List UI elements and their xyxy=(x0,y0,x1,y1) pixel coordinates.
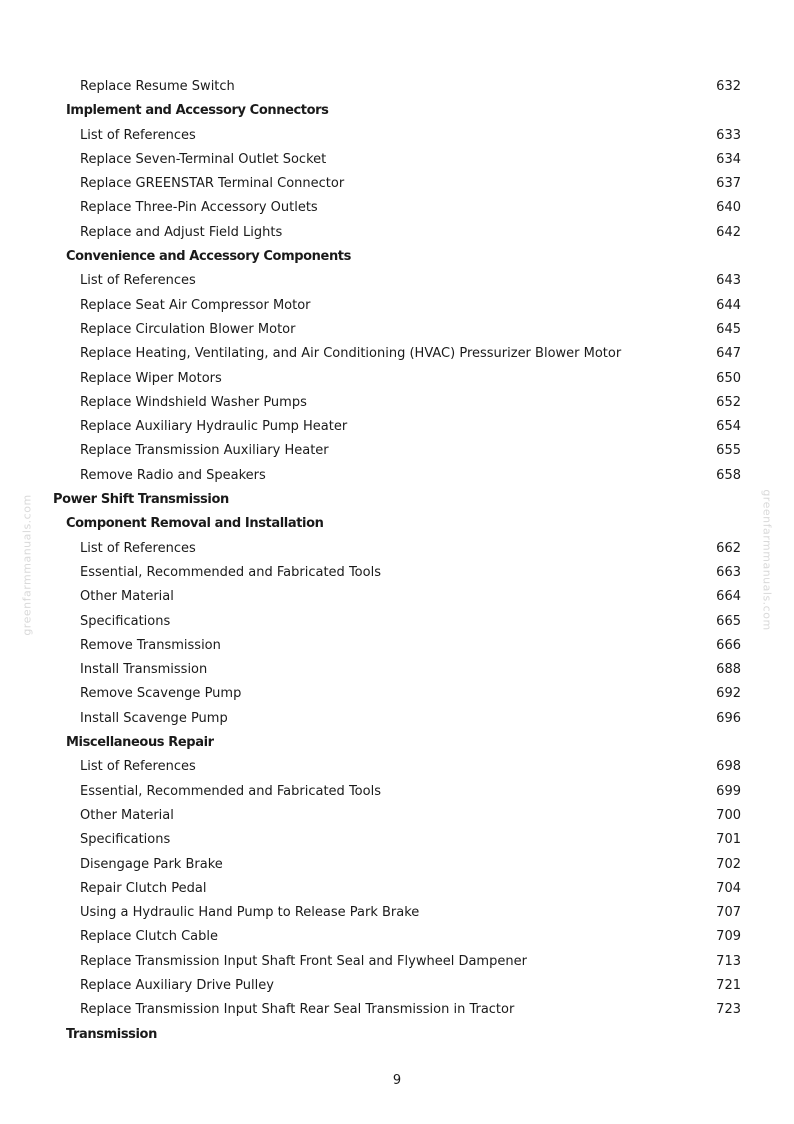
toc-entry-title: Replace Auxiliary Hydraulic Pump Heater xyxy=(80,419,348,435)
toc-entry[interactable] xyxy=(0,367,794,391)
toc-entry-title: Essential, Recommended and Fabricated Tools xyxy=(80,564,381,580)
toc-entry-page-number: 702 xyxy=(716,856,741,872)
toc-entry-page-number: 688 xyxy=(716,662,741,678)
toc-entry-title: Component Removal and Installation xyxy=(66,516,324,532)
toc-entry[interactable] xyxy=(0,828,794,852)
toc-entry[interactable] xyxy=(0,804,794,828)
toc-section-heading[interactable] xyxy=(0,512,794,536)
toc-entry-title: Replace Resume Switch xyxy=(80,79,235,94)
toc-entry[interactable] xyxy=(0,464,794,488)
toc-entry-title: Replace Clutch Cable xyxy=(80,929,219,945)
toc-entry-title: Specifications xyxy=(80,613,171,629)
toc-entry-title: Replace Wiper Motors xyxy=(80,370,222,386)
toc-entry-page-number: 655 xyxy=(716,443,741,459)
toc-entry[interactable] xyxy=(0,634,794,658)
toc-section-heading[interactable] xyxy=(0,488,794,512)
toc-entry[interactable] xyxy=(0,610,794,634)
toc-entry[interactable] xyxy=(0,755,794,779)
toc-entry[interactable] xyxy=(0,172,794,196)
toc-entry-title: List of References xyxy=(80,759,196,775)
toc-entry[interactable] xyxy=(0,707,794,731)
toc-entry[interactable] xyxy=(0,294,794,318)
toc-entry-page-number: 723 xyxy=(716,1002,741,1018)
toc-entry-page-number: 642 xyxy=(716,224,741,240)
toc-entry-title: Replace Windshield Washer Pumps xyxy=(80,394,307,410)
toc-entry[interactable] xyxy=(0,342,794,366)
toc-entry-page-number: 634 xyxy=(716,151,741,167)
toc-entry-title: Replace Three-Pin Accessory Outlets xyxy=(80,200,318,216)
toc-entry[interactable] xyxy=(0,950,794,974)
toc-entry[interactable] xyxy=(0,585,794,609)
toc-entry[interactable] xyxy=(0,974,794,998)
toc-entry[interactable] xyxy=(0,196,794,220)
toc-entry-page-number: 701 xyxy=(716,832,741,848)
toc-entry[interactable] xyxy=(0,439,794,463)
toc-entry-page-number: 698 xyxy=(716,759,741,775)
toc-entry[interactable] xyxy=(0,780,794,804)
toc-entry-title: Disengage Park Brake xyxy=(80,856,223,872)
toc-section-heading[interactable] xyxy=(0,99,794,123)
toc-entry-page-number: 652 xyxy=(716,394,741,410)
toc-entry-page-number: 713 xyxy=(716,953,741,969)
toc-entry-page-number: 699 xyxy=(716,783,741,799)
table-of-contents xyxy=(0,75,794,1047)
toc-entry-page-number: 632 xyxy=(716,79,741,94)
toc-entry-page-number: 658 xyxy=(716,467,741,483)
toc-entry-page-number: 709 xyxy=(716,929,741,945)
toc-entry-page-number: 647 xyxy=(716,346,741,362)
toc-entry-title: Replace GREENSTAR Terminal Connector xyxy=(80,176,345,192)
toc-entry-page-number: 692 xyxy=(716,686,741,702)
toc-entry[interactable] xyxy=(0,658,794,682)
toc-entry-page-number: 640 xyxy=(716,200,741,216)
toc-entry-page-number: 665 xyxy=(716,613,741,629)
page-number: 9 xyxy=(392,1073,402,1088)
toc-entry-page-number: 666 xyxy=(716,637,741,653)
toc-entry-page-number: 696 xyxy=(716,710,741,726)
toc-entry-title: Repair Clutch Pedal xyxy=(80,880,207,896)
toc-entry-title: Replace Transmission Auxiliary Heater xyxy=(80,443,329,459)
toc-entry-page-number: 645 xyxy=(716,321,741,337)
toc-entry[interactable] xyxy=(0,537,794,561)
toc-entry-page-number: 637 xyxy=(716,176,741,192)
toc-entry-title: Miscellaneous Repair xyxy=(66,735,214,751)
toc-entry-title: Replace Transmission Input Shaft Front Seal and Flywheel Dampener xyxy=(80,953,527,969)
toc-entry[interactable] xyxy=(0,75,794,99)
toc-entry[interactable] xyxy=(0,415,794,439)
toc-entry-title: Remove Radio and Speakers xyxy=(80,467,266,483)
toc-entry-title: Specifications xyxy=(80,832,171,848)
toc-entry-title: List of References xyxy=(80,127,196,143)
toc-entry-page-number: 663 xyxy=(716,564,741,580)
toc-entry[interactable] xyxy=(0,853,794,877)
toc-entry[interactable] xyxy=(0,998,794,1022)
toc-entry-title: Other Material xyxy=(80,807,174,823)
toc-entry-page-number: 700 xyxy=(716,807,741,823)
toc-entry-title: Replace Auxiliary Drive Pulley xyxy=(80,977,274,993)
toc-section-heading[interactable] xyxy=(0,245,794,269)
toc-entry[interactable] xyxy=(0,221,794,245)
toc-entry[interactable] xyxy=(0,561,794,585)
toc-entry-title: Replace Circulation Blower Motor xyxy=(80,321,296,337)
toc-entry-page-number: 707 xyxy=(716,905,741,921)
toc-entry[interactable] xyxy=(0,682,794,706)
toc-entry-title: Using a Hydraulic Hand Pump to Release Park Brake xyxy=(80,905,420,921)
toc-entry[interactable] xyxy=(0,124,794,148)
toc-entry-title: Replace Heating, Ventilating, and Air Conditioning (HVAC) Pressurizer Blower Motor xyxy=(80,346,622,362)
toc-entry[interactable] xyxy=(0,318,794,342)
toc-section-heading[interactable] xyxy=(0,731,794,755)
toc-entry-page-number: 650 xyxy=(716,370,741,386)
toc-entry-title: Replace Seat Air Compressor Motor xyxy=(80,297,311,313)
toc-entry-page-number: 721 xyxy=(716,977,741,993)
toc-entry-title: Convenience and Accessory Components xyxy=(66,249,351,265)
toc-entry-title: List of References xyxy=(80,540,196,556)
toc-entry[interactable] xyxy=(0,925,794,949)
toc-entry[interactable] xyxy=(0,269,794,293)
toc-entry-page-number: 664 xyxy=(716,589,741,605)
toc-entry-title: Remove Scavenge Pump xyxy=(80,686,242,702)
toc-entry[interactable] xyxy=(0,391,794,415)
toc-entry-page-number: 662 xyxy=(716,540,741,556)
toc-entry-title: Install Scavenge Pump xyxy=(80,710,228,726)
toc-entry-page-number: 704 xyxy=(716,880,741,896)
toc-section-heading[interactable] xyxy=(0,1023,794,1047)
toc-entry[interactable] xyxy=(0,877,794,901)
toc-entry[interactable] xyxy=(0,901,794,925)
toc-entry-title: Replace Seven-Terminal Outlet Socket xyxy=(80,151,327,167)
toc-entry-title: Transmission xyxy=(66,1026,157,1042)
toc-entry-title: Power Shift Transmission xyxy=(53,492,229,508)
toc-entry-page-number: 633 xyxy=(716,127,741,143)
toc-entry-title: Replace and Adjust Field Lights xyxy=(80,224,283,240)
toc-entry-title: Replace Transmission Input Shaft Rear Seal Transmission in Tractor xyxy=(80,1002,515,1018)
toc-entry-title: List of References xyxy=(80,273,196,289)
toc-entry-title: Install Transmission xyxy=(80,662,208,678)
watermark-left: greenfarmmanuals.com xyxy=(20,494,34,636)
toc-entry-page-number: 644 xyxy=(716,297,741,313)
toc-entry-title: Implement and Accessory Connectors xyxy=(66,103,329,119)
toc-entry-page-number: 654 xyxy=(716,419,741,435)
toc-entry[interactable] xyxy=(0,148,794,172)
toc-entry-title: Remove Transmission xyxy=(80,637,221,653)
watermark-right: greenfarmmanuals.com xyxy=(760,489,774,631)
toc-entry-page-number: 643 xyxy=(716,273,741,289)
toc-entry-title: Other Material xyxy=(80,589,174,605)
toc-entry-title: Essential, Recommended and Fabricated Tools xyxy=(80,783,381,799)
